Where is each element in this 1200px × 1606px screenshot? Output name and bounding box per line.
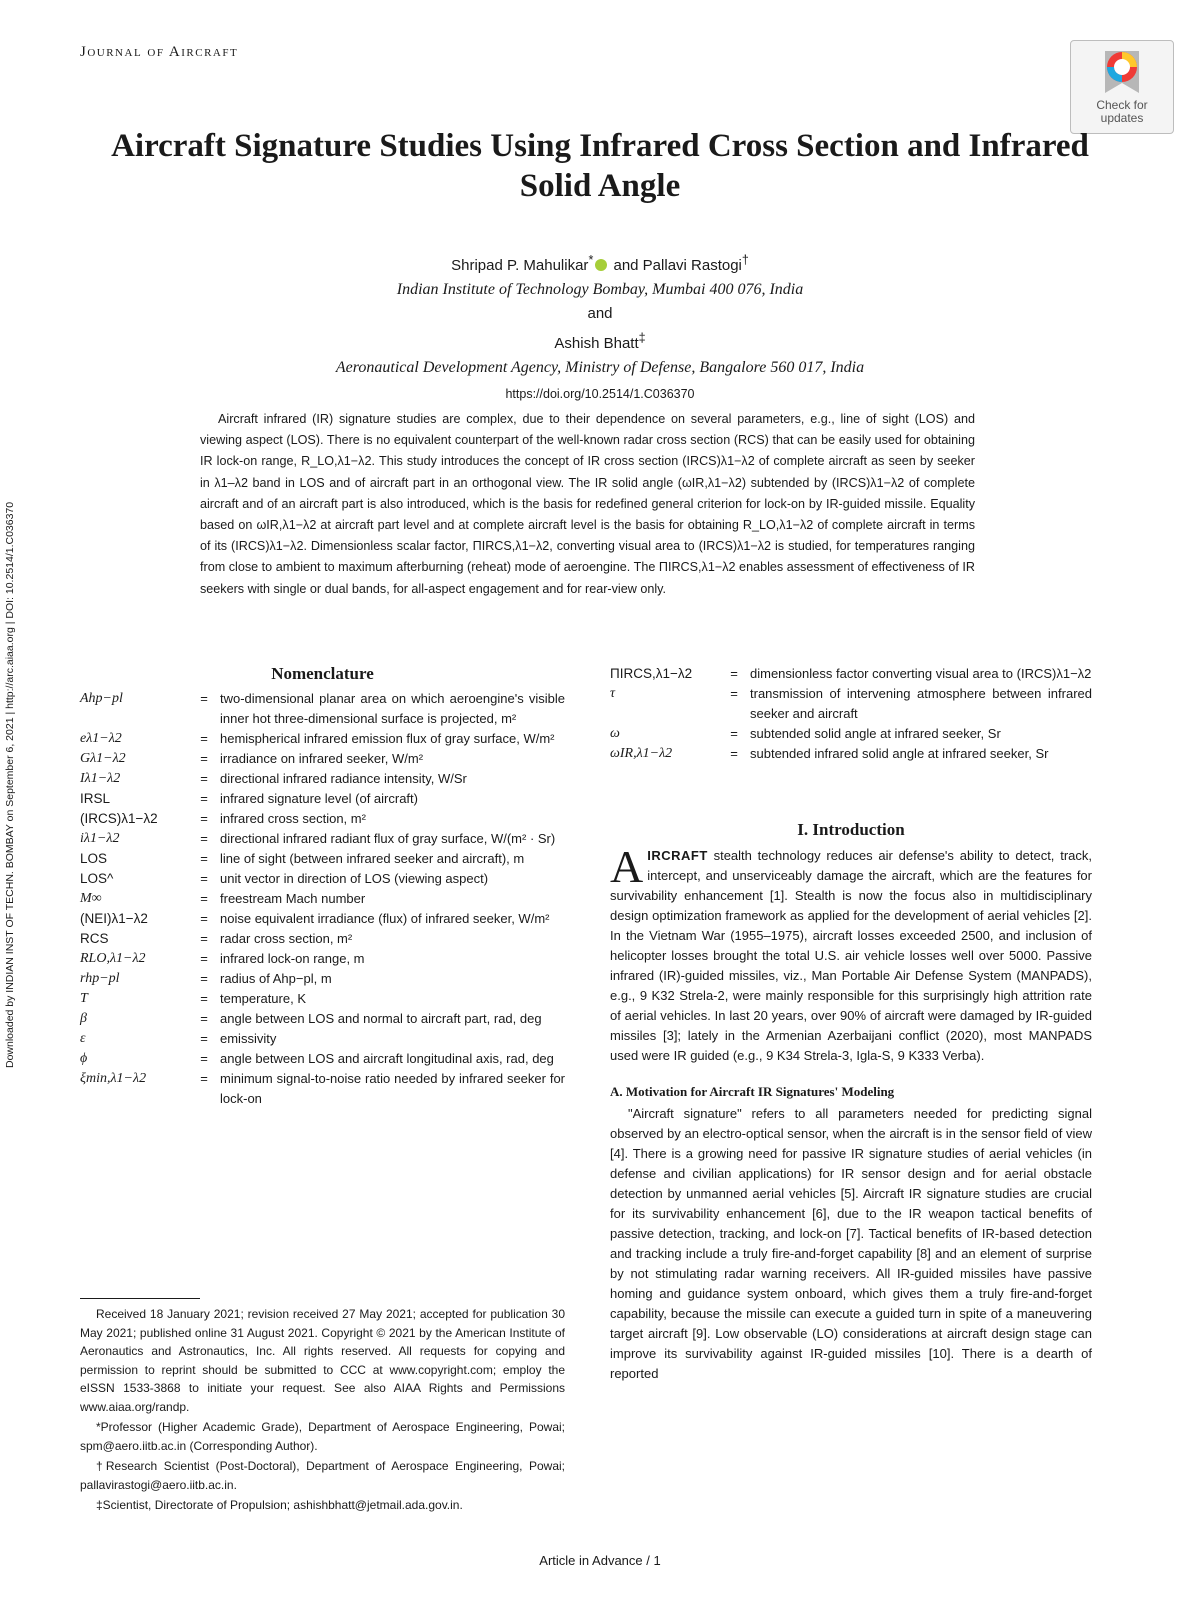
equals-sign: = [200, 971, 208, 986]
nomenclature-row [80, 909, 565, 929]
nomenclature-row [80, 849, 565, 869]
nomenclature-definition: noise equivalent irradiance (flux) of infrared seeker, W/m² [220, 911, 550, 926]
nomenclature-definition: two-dimensional planar area on which aeroengine's visible inner hot three-dimensional surface is projected, m² [220, 691, 565, 726]
nomenclature-heading: Nomenclature [271, 664, 374, 683]
introduction-paragraph [610, 841, 1092, 1066]
nomenclature-row [80, 769, 565, 789]
nomenclature-row [80, 829, 565, 849]
nomenclature-row [80, 1069, 565, 1109]
nomenclature-list-continued [610, 664, 1092, 764]
nomenclature-definition: radar cross section, m² [220, 931, 353, 946]
nomenclature-definition: temperature, K [220, 991, 306, 1006]
nomenclature-definition: unit vector in direction of LOS (viewing aspect) [220, 871, 489, 886]
nomenclature-row [80, 989, 565, 1009]
nomenclature-symbol: T [80, 991, 88, 1006]
nomenclature-row [610, 724, 1092, 744]
nomenclature-definition: angle between LOS and normal to aircraft part, rad, deg [220, 1011, 542, 1026]
nomenclature-row [80, 1049, 565, 1069]
nomenclature-row [610, 664, 1092, 684]
nomenclature-symbol: iλ1−λ2 [80, 831, 120, 846]
equals-sign: = [730, 686, 738, 701]
nomenclature-symbol: IRSL [80, 791, 111, 806]
equals-sign: = [730, 746, 738, 761]
nomenclature-definition: subtended infrared solid angle at infrared seeker, Sr [750, 746, 1049, 761]
nomenclature-symbol: LOS^ [80, 871, 114, 886]
nomenclature-symbol: rhp−pl [80, 971, 120, 986]
drop-cap: A [610, 841, 644, 892]
nomenclature-symbol: ω [610, 726, 620, 741]
nomenclature-definition: minimum signal-to-noise ratio needed by infrared seeker for lock-on [220, 1071, 565, 1106]
nomenclature-definition: angle between LOS and aircraft longitudinal axis, rad, deg [220, 1051, 554, 1066]
nomenclature-symbol: RLO,λ1−λ2 [80, 951, 146, 966]
nomenclature-list [80, 689, 565, 1109]
nomenclature-row [80, 929, 565, 949]
author-3[interactable]: Ashish Bhatt [554, 335, 639, 352]
nomenclature-definition: radius of Ahp−pl, m [220, 971, 332, 986]
nomenclature-row [610, 744, 1092, 764]
nomenclature-row [80, 789, 565, 809]
crossmark-icon [1099, 47, 1145, 97]
author-2[interactable]: and Pallavi Rastogi [613, 257, 742, 274]
paper-title: Aircraft Signature Studies Using Infrared Cross Section and Infrared Solid Angle [111, 128, 1089, 204]
nomenclature-row [80, 749, 565, 769]
author-block: Shripad P. Mahulikar* and Pallavi Rastogi† Indian Institute of Technology Bombay, Mumbai 400 076, India and Ashish Bhatt‡ Aeronautical Development Agency, Ministry of Defense, Bangalore 560 017, India https://doi.org/10.2514/1.C036370 [150, 248, 1050, 406]
badge-line-1: Check for [1096, 98, 1148, 112]
nomenclature-symbol: (NEI)λ1−λ2 [80, 911, 148, 926]
equals-sign: = [200, 851, 208, 866]
nomenclature-row [80, 949, 565, 969]
nomenclature-definition: freestream Mach number [220, 891, 366, 906]
footnote-author-3: ‡Scientist, Directorate of Propulsion; ashishbhatt@jetmail.ada.gov.in. [96, 1498, 463, 1512]
nomenclature-symbol: ΠIRCS,λ1−λ2 [610, 666, 693, 681]
nomenclature-row [610, 684, 1092, 724]
nomenclature-definition: directional infrared radiant flux of gray surface, W/(m² · Sr) [220, 831, 556, 846]
equals-sign: = [200, 791, 208, 806]
footnote-rule [80, 1298, 200, 1299]
equals-sign: = [730, 726, 738, 741]
footnote-author-2: †Research Scientist (Post-Doctoral), Department of Aerospace Engineering, Powai; pallavirastogi@aero.iitb.ac.in. [80, 1459, 565, 1492]
abstract: Aircraft infrared (IR) signature studies are complex, due to their dependence on several parameters, e.g., line of sight (LOS) and viewing aspect (LOS). There is no equivalent counterpart of the well-known radar cross section (RCS) that can be easily used for obtaining IR lock-on range, R_LO,λ1−λ2. This study introduces the concept of IR cross section (IRCS)λ1−λ2 of complete aircraft as seen by seeker in λ1–λ2 band in LOS and of aircraft part in an orthogonal view. The IR solid angle (ωIR,λ1−λ2) subtended by (IRCS)λ1−λ2 of complete aircraft and of an aircraft part is also introduced, which is the basis for redefined general criterion for lock-on by IR-guided missile. Equality based on ωIR,λ1−λ2 at aircraft part level and at complete aircraft level is the basis for obtaining R_LO,λ1−λ2 of complete aircraft in terms of its (IRCS)λ1−λ2. Dimensionless scalar factor, ΠIRCS,λ1−λ2, converting visual area to (IRCS)λ1−λ2 is studied, for temperatures ranging from close to ambient to maximum afterburning (reheat) mode of aeroengine. The ΠIRCS,λ1−λ2 enables assessment of effectiveness of IR seekers with single or dual bands, for all-aspect engagement and for rear-view only. [200, 412, 975, 596]
nomenclature-row [80, 729, 565, 749]
orcid-icon[interactable] [595, 259, 607, 271]
nomenclature-definition: subtended solid angle at infrared seeker, Sr [750, 726, 1001, 741]
equals-sign: = [200, 731, 208, 746]
badge-line-2: updates [1100, 111, 1144, 125]
download-notice: Downloaded by INDIAN INST OF TECHN. BOMBAY on September 6, 2021 | http://arc.aiaa.org | DOI: 10.2514/1.C036370 [4, 501, 16, 1068]
equals-sign: = [200, 751, 208, 766]
nomenclature-symbol: eλ1−λ2 [80, 731, 122, 746]
footnote-author-1: *Professor (Higher Academic Grade), Department of Aerospace Engineering, Powai; spm@aero.iitb.ac.in (Corresponding Author). [80, 1420, 565, 1453]
nomenclature-symbol: β [80, 1011, 87, 1026]
equals-sign: = [200, 771, 208, 786]
nomenclature-definition: directional infrared radiance intensity, W/Sr [220, 771, 467, 786]
nomenclature-definition: line of sight (between infrared seeker and aircraft), m [220, 851, 525, 866]
nomenclature-symbol: M∞ [80, 891, 102, 906]
subsection-heading: A. Motivation for Aircraft IR Signatures' Modeling [610, 1084, 895, 1099]
nomenclature-definition: infrared lock-on range, m [220, 951, 365, 966]
nomenclature-row [80, 869, 565, 889]
introduction-text: stealth technology reduces air defense's ability to detect, track, intercept, and unserviceably damage the aircraft, which are the features for survivability enhancement [1]. Stealth is now the focus also in multidisciplinary design optimization framework as applied for the development of aerial vehicles [2]. In the Vietnam War (1955–1975), aircraft losses exceeded 2500, and inclusion of helicopter losses brought the total U.S. air vehicle losses well over 5000. Passive infrared (IR)-guided missiles, viz., Man Portable Air Defense System (MANPADS), e.g., 9 K32 Strela-2, were mainly responsible for this surprisingly high attrition rate of aerial vehicles. In last 20 years, over 90% of aircraft were damaged by IR-guided missiles [3]; lately in the Armenian Azerbaijani conflict (2020), most MANPADS used were IR guided (e.g., 9 K34 Strela-3, Igla-S, 9 K333 Verba). [610, 848, 1092, 1063]
equals-sign: = [200, 931, 208, 946]
nomenclature-symbol: τ [610, 686, 616, 701]
author-and: and [587, 305, 613, 322]
nomenclature-symbol: LOS [80, 851, 108, 866]
journal-name: Journal of Aircraft [80, 44, 239, 60]
motivation-paragraph: "Aircraft signature" refers to all parameters needed for predicting signal observed by an electro-optical sensor, when the aircraft is in the sensor field of view [4]. There is a growing need for passive IR signature studies of aerial vehicles (in defense and civilian applications) for IR sensor design and for aerial obstacle detection by unmanned aerial vehicles [5]. Aircraft IR signature studies are crucial for its survivability enhancement [6], due to the IR weapon tactical benefits of passive detection, tracking, and lock-on [7]. Tactical benefits of IR-based detection and tracking include a truly fire-and-forget capability [8] and an element of surprise by not stimulating radar warning receivers. All IR-guided missiles have passive homing and guidance system onboard, which gives them a truly fire-and-forget capability, because the missile can execute a guided turn in spite of a maneuvering target aircraft [9]. Low observable (LO) considerations at aircraft design stage can improve its survivability against IR-guided missiles [10]. There is a dearth of reported [610, 1106, 1092, 1381]
footnote-received: Received 18 January 2021; revision received 27 May 2021; accepted for publication 30 May 2021; published online 31 August 2021. Copyright © 2021 by the American Institute of Aeronautics and Astronautics, Inc. All rights reserved. All requests for copying and permission to reprint should be submitted to CCC at www.copyright.com; employ the eISSN 1533-3868 to initiate your request. See also AIAA Rights and Permissions www.aiaa.org/randp. [80, 1307, 565, 1414]
nomenclature-definition: hemispherical infrared emission flux of gray surface, W/m² [220, 731, 555, 746]
nomenclature-symbol: Gλ1−λ2 [80, 751, 126, 766]
equals-sign: = [200, 911, 208, 926]
page-footer: Article in Advance / 1 [539, 1553, 661, 1568]
equals-sign: = [200, 891, 208, 906]
nomenclature-row [80, 1029, 565, 1049]
nomenclature-row [80, 809, 565, 829]
nomenclature-definition: infrared cross section, m² [220, 811, 366, 826]
nomenclature-definition: transmission of intervening atmosphere between infrared seeker and aircraft [750, 686, 1092, 721]
nomenclature-symbol: RCS [80, 931, 109, 946]
author-1[interactable]: Shripad P. Mahulikar [451, 257, 589, 274]
nomenclature-row [80, 689, 565, 729]
equals-sign: = [200, 991, 208, 1006]
nomenclature-symbol: ϕ [80, 1051, 88, 1066]
introduction-heading: I. Introduction [797, 820, 905, 839]
equals-sign: = [730, 666, 738, 681]
nomenclature-row [80, 889, 565, 909]
nomenclature-definition: infrared signature level (of aircraft) [220, 791, 418, 806]
nomenclature-symbol: ξmin,λ1−λ2 [80, 1071, 147, 1086]
equals-sign: = [200, 871, 208, 886]
nomenclature-symbol: Ahp−pl [80, 691, 123, 706]
affiliation-1: Indian Institute of Technology Bombay, Mumbai 400 076, India [396, 281, 804, 298]
equals-sign: = [200, 1031, 208, 1046]
footnotes [80, 1305, 565, 1517]
affiliation-2: Aeronautical Development Agency, Ministry of Defense, Bangalore 560 017, India [335, 359, 865, 376]
nomenclature-symbol: (IRCS)λ1−λ2 [80, 811, 158, 826]
equals-sign: = [200, 811, 208, 826]
nomenclature-row [80, 1009, 565, 1029]
nomenclature-row [80, 969, 565, 989]
right-column [610, 664, 1092, 1384]
check-for-updates-badge[interactable] [1070, 40, 1174, 134]
nomenclature-definition: emissivity [220, 1031, 277, 1046]
left-column [80, 664, 565, 1109]
equals-sign: = [200, 1051, 208, 1066]
nomenclature-symbol: Iλ1−λ2 [80, 771, 121, 786]
equals-sign: = [200, 951, 208, 966]
equals-sign: = [200, 691, 208, 706]
nomenclature-symbol: ε [80, 1031, 86, 1046]
nomenclature-definition: irradiance on infrared seeker, W/m² [220, 751, 424, 766]
equals-sign: = [200, 831, 208, 846]
equals-sign: = [200, 1011, 208, 1026]
nomenclature-definition: dimensionless factor converting visual area to (IRCS)λ1−λ2 [750, 666, 1092, 681]
doi-link[interactable]: https://doi.org/10.2514/1.C036370 [505, 387, 695, 401]
nomenclature-symbol: ωIR,λ1−λ2 [610, 746, 673, 761]
lead-word: IRCRAFT [647, 848, 708, 863]
equals-sign: = [200, 1071, 208, 1086]
